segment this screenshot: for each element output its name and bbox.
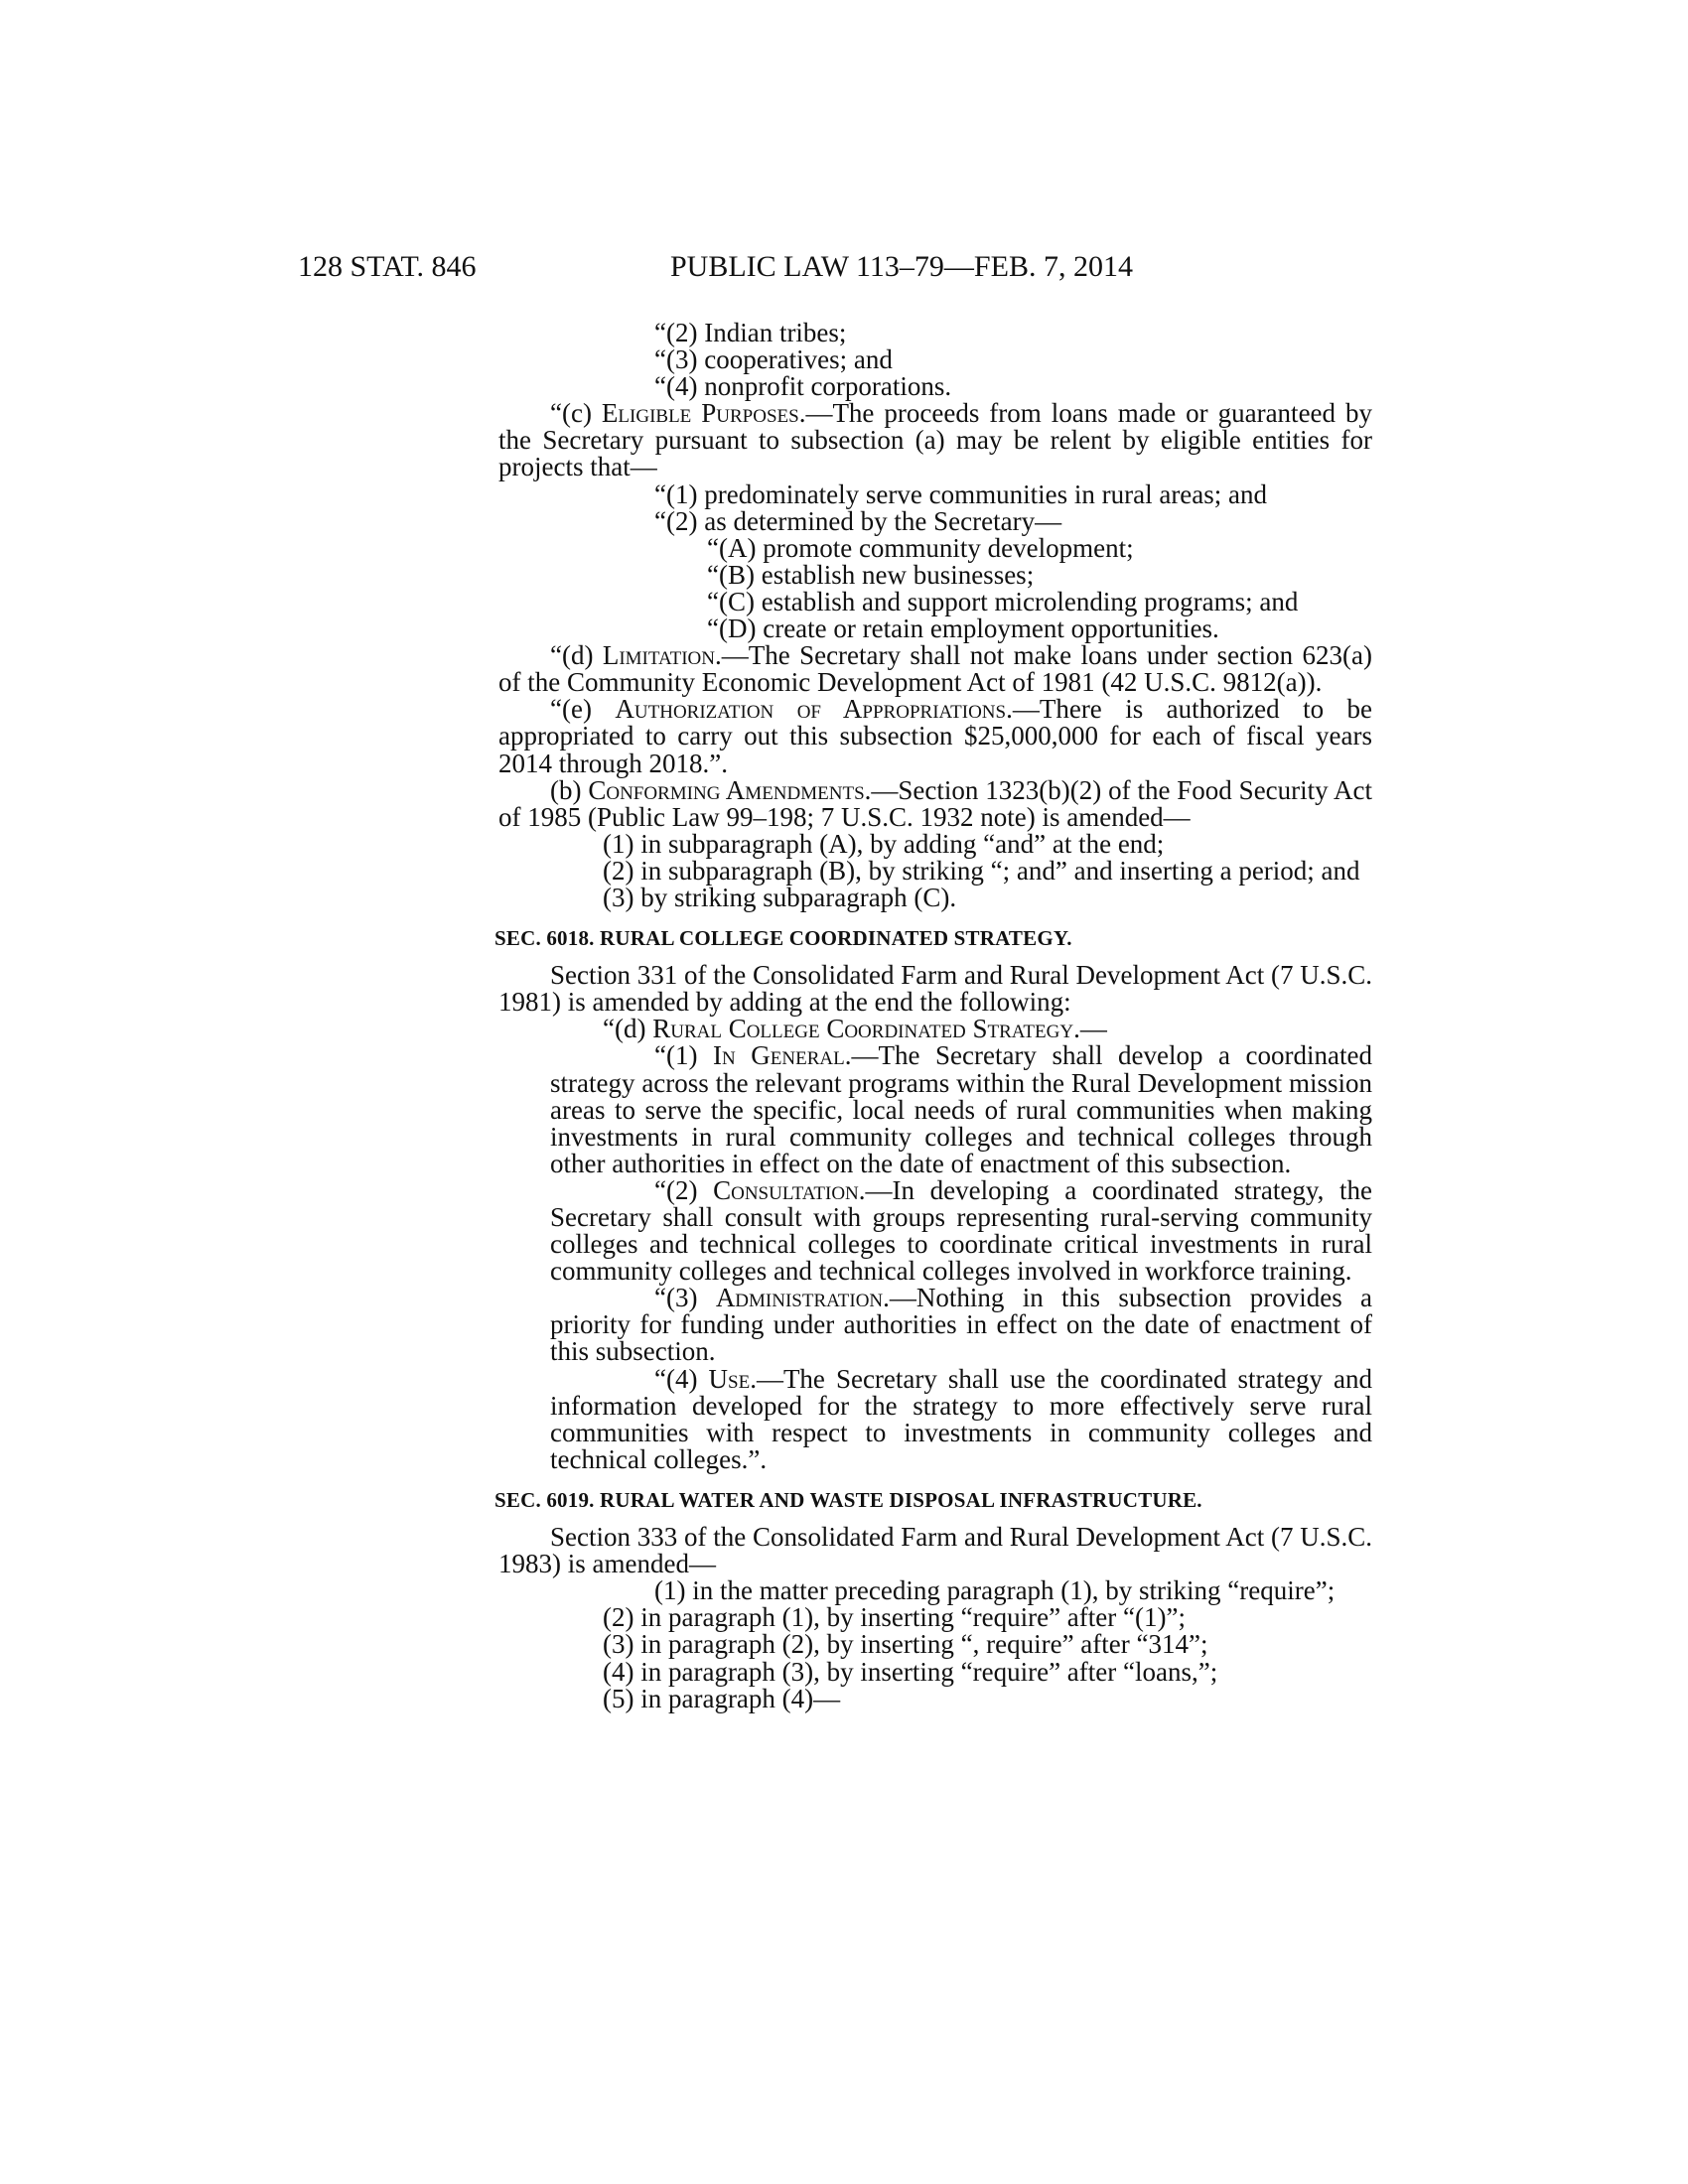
paragraph-4: “(4) Use.—The Secretary shall use the coordinated strategy and information developed for the strategy to more effectively serve rural communities with respect to investments in community colleges and technical colleges.”. [550,1363,1372,1474]
list-item: (2) in subparagraph (B), by striking “; and” and inserting a period; and [603,855,1360,886]
section-heading-6019: SEC. 6019. RURAL WATER AND WASTE DISPOSAL INFRASTRUCTURE. [494,1487,1202,1512]
page-header [298,250,1390,290]
section-6019-intro: Section 333 of the Consolidated Farm and Rural Development Act (7 U.S.C. 1983) is amended— [498,1522,1372,1579]
list-item: “(2) as determined by the Secretary— [654,505,1062,536]
paragraph-1: “(1) In General.—The Secretary shall develop a coordinated strategy across the relevant programs within the Rural Development mission areas to serve the specific, local needs of rural communities when making investments in rural community colleges and technical colleges through other authorities in effect on the date of enactment of this subsection. [550,1040,1372,1178]
list-item: “(D) create or retain employment opportunities. [707,614,1219,644]
subsection-d-heading: “(d) Rural College Coordinated Strategy.— [603,1014,1107,1044]
list-item: “(3) cooperatives; and [654,344,893,375]
section-6018-intro: Section 331 of the Consolidated Farm and Rural Development Act (7 U.S.C. 1981) is amended by adding at the end the following: [498,960,1372,1018]
section-heading-6018: SEC. 6018. RURAL COLLEGE COORDINATED STRATEGY. [494,926,1072,951]
list-item: “(B) establish new businesses; [707,559,1035,590]
list-item: “(A) promote community development; [707,532,1134,563]
statute-page-number: 128 STAT. 846 [298,250,477,283]
paragraph-2: “(2) Consultation.—In developing a coordinated strategy, the Secretary shall consult with groups representing rural-serving community colleges and technical colleges to coordinate critical investments in rural community colleges and technical colleges involved in workforce training. [550,1174,1372,1287]
list-item: (4) in paragraph (3), by inserting “require” after “loans,”; [603,1656,1218,1687]
list-item: “(2) Indian tribes; [654,318,847,347]
subsection-e: “(e) Authorization of Appropriations.—There is authorized to be appropriated to carry out this subsection $25,000,000 for each of fiscal years 2014 through 2018.”. [498,694,1372,778]
list-item: (2) in paragraph (1), by inserting “require” after “(1)”; [603,1602,1186,1633]
subsection-b: (b) Conforming Amendments.—Section 1323(b)(2) of the Food Security Act of 1985 (Public Law 99–198; 7 U.S.C. 1932 note) is amended— [498,774,1373,832]
body-text [494,318,1373,1713]
running-head: PUBLIC LAW 113–79—FEB. 7, 2014 [670,250,1133,283]
list-item: (1) in subparagraph (A), by adding “and” at the end; [603,828,1165,859]
list-item: “(4) nonprofit corporations. [654,371,952,402]
list-item: “(1) predominately serve communities in rural areas; and [654,478,1268,509]
list-item: “(C) establish and support microlending programs; and [707,586,1299,616]
subsection-d: “(d) Limitation.—The Secretary shall not make loans under section 623(a) of the Community Economic Development Act of 1981 (42 U.S.C. 9812(a)). [498,640,1372,698]
list-item: (3) in paragraph (2), by inserting “, require” after “314”; [603,1629,1208,1660]
list-item: (5) in paragraph (4)— [603,1683,841,1713]
list-item: (1) in the matter preceding paragraph (1), by striking “require”; [654,1575,1336,1606]
list-item: (3) by striking subparagraph (C). [603,882,957,912]
subsection-c: “(c) Eligible Purposes.—The proceeds from loans made or guaranteed by the Secretary pursuant to subsection (a) may be relent by eligible entities for projects that— [498,398,1372,482]
paragraph-3: “(3) Administration.—Nothing in this subsection provides a priority for funding under authorities in effect on the date of enactment of this subsection. [550,1283,1373,1367]
